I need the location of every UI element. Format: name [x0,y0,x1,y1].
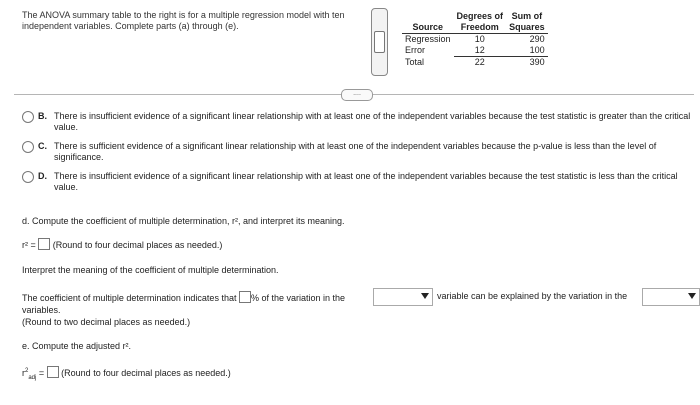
adjusted-r2-hint: (Round to four decimal places as needed.) [61,368,231,378]
adjusted-r2-answer-row [22,366,231,384]
anova-table [402,11,548,68]
dependent-variable-dropdown[interactable] [373,288,433,306]
expand-button[interactable]: .... [341,89,373,101]
table-row [402,57,548,69]
chevron-down-icon [688,293,696,299]
sentence-part-c: variable can be explained by the variation in the [437,291,628,301]
option-letter: D. [38,171,47,181]
table-row [402,45,548,57]
grip-icon [374,31,385,53]
table-row [402,34,548,46]
part-d-prompt: d. Compute the coefficient of multiple determination, r², and interpret its meaning. [22,216,345,226]
header-df-top: Degrees of [456,11,504,21]
row-source: Regression [405,34,451,44]
r2-input[interactable] [38,238,50,250]
row-source: Total [405,56,425,67]
part-e-prompt: e. Compute the adjusted r². [22,341,132,351]
row-df: 12 [454,45,507,57]
sentence-part-a: The coefficient of multiple determination indicates that [22,293,237,303]
option-letter: B. [38,111,47,121]
percent-input[interactable] [239,291,251,303]
option-text: There is sufficient evidence of a significant linear relationship with at least one of the independent variables because the p-value is less than the level of significance. [54,141,657,162]
equals-sign: = [38,368,45,378]
row-ss: 100 [506,45,548,57]
option-text: There is insufficient evidence of a significant linear relationship with at least one of the independent variables because the test statistic is less than the critical value. [54,171,678,192]
panel-splitter-handle[interactable] [371,8,388,76]
r2-answer-row [22,238,222,251]
option-letter: C. [38,141,47,151]
radio-button[interactable] [22,171,34,183]
independent-variable-dropdown[interactable] [642,288,700,306]
adjusted-r2-label: $r^2_{adj}$ [22,368,37,381]
r2-label: r² = [22,240,36,250]
row-source: Error [405,45,425,56]
row-df: 10 [474,34,485,44]
interpret-sentence-line1 [22,291,345,304]
sentence-part-d: variables. [22,305,61,315]
r2-hint: (Round to four decimal places as needed.) [52,240,223,250]
sentence-part-b: % of the variation in the [250,293,346,303]
header-df: Freedom [454,22,507,34]
option-text: There is insufficient evidence of a significant linear relationship with at least one of the independent variables because the test statistic is greater than the critical value. [54,111,691,132]
header-ss-top: Sum of [511,11,543,21]
adjusted-r2-input[interactable] [47,366,59,378]
header-ss: Squares [506,22,548,34]
radio-button[interactable] [22,141,34,153]
problem-intro: The ANOVA summary table to the right is for a multiple regression model with ten independent variables. Complete parts (a) through (e). [22,10,345,31]
sentence-hint: (Round to two decimal places as needed.) [22,317,191,327]
row-df: 22 [474,57,485,67]
interpret-prompt: Interpret the meaning of the coefficient of multiple determination. [22,265,279,275]
row-ss: 290 [529,34,545,44]
chevron-down-icon [421,293,429,299]
radio-button[interactable] [22,111,34,123]
row-ss: 390 [529,57,545,67]
header-blank [402,11,454,22]
header-source: Source [402,22,454,34]
